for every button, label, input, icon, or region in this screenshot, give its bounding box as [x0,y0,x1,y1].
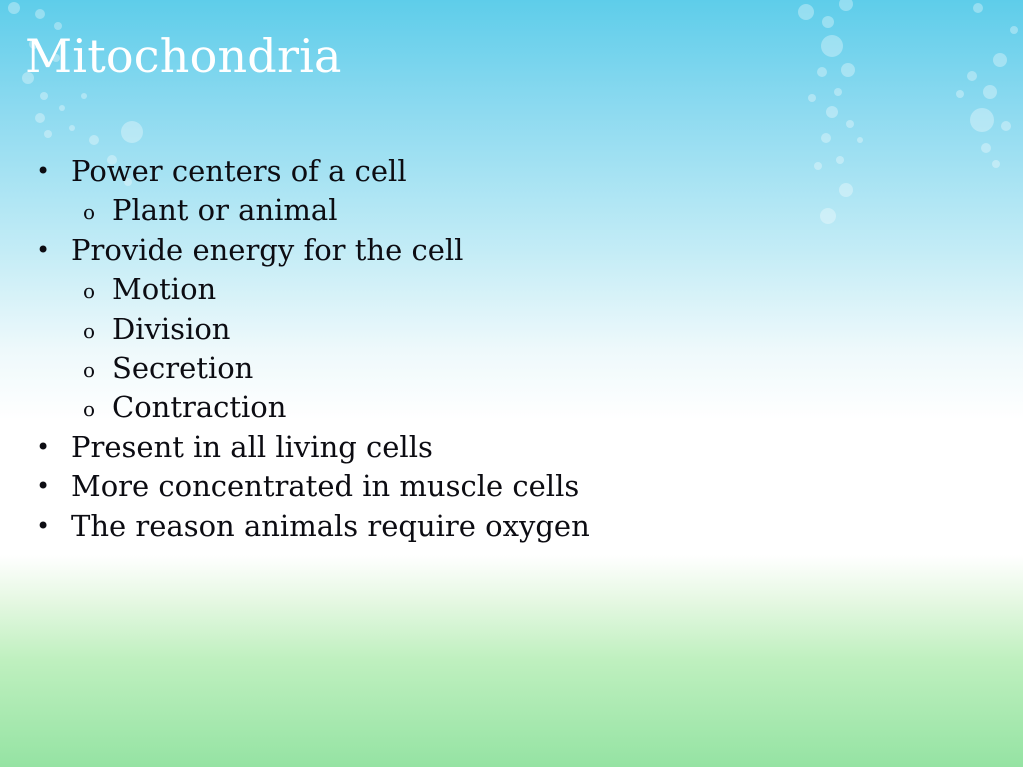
bullet-text: Provide energy for the cell [71,232,464,267]
bullet-dot-icon: • [36,472,51,501]
bullet-circle-icon: o [83,279,96,304]
sub-bullet-text: Plant or animal [112,193,338,228]
bullet-dot-icon: • [36,235,51,264]
sub-bullet-item [0,270,1000,309]
bullet-text: The reason animals require oxygen [71,508,590,543]
bullet-circle-icon: o [83,357,96,382]
sub-bullet-item [0,191,1000,230]
bullet-dot-icon: • [36,432,51,461]
sub-bullet-item [0,388,1000,427]
bullet-dot-icon: • [36,511,51,540]
bullet-item [0,152,1000,191]
bullet-dot-icon: • [36,157,51,185]
bullet-text: Power centers of a cell [71,154,407,188]
sub-bullet-text: Motion [112,272,217,307]
bullet-item [0,231,1000,270]
bullet-item [0,428,1000,467]
bullet-item [0,467,1000,506]
bullet-circle-icon: o [83,397,96,422]
sub-bullet-text: Division [112,311,231,346]
sub-bullet-item [0,349,1000,388]
sub-bullet-item [0,310,1000,349]
sub-bullet-text: Secretion [112,350,254,385]
bullet-text: Present in all living cells [71,429,433,464]
bullet-circle-icon: o [83,318,96,343]
sub-bullet-text: Contraction [112,390,287,425]
bullet-list [0,152,1000,546]
bullet-text: More concentrated in muscle cells [71,469,580,504]
bullet-circle-icon: o [83,200,96,225]
bullet-item [0,507,1000,546]
slide-title: Mitochondria [25,29,342,83]
